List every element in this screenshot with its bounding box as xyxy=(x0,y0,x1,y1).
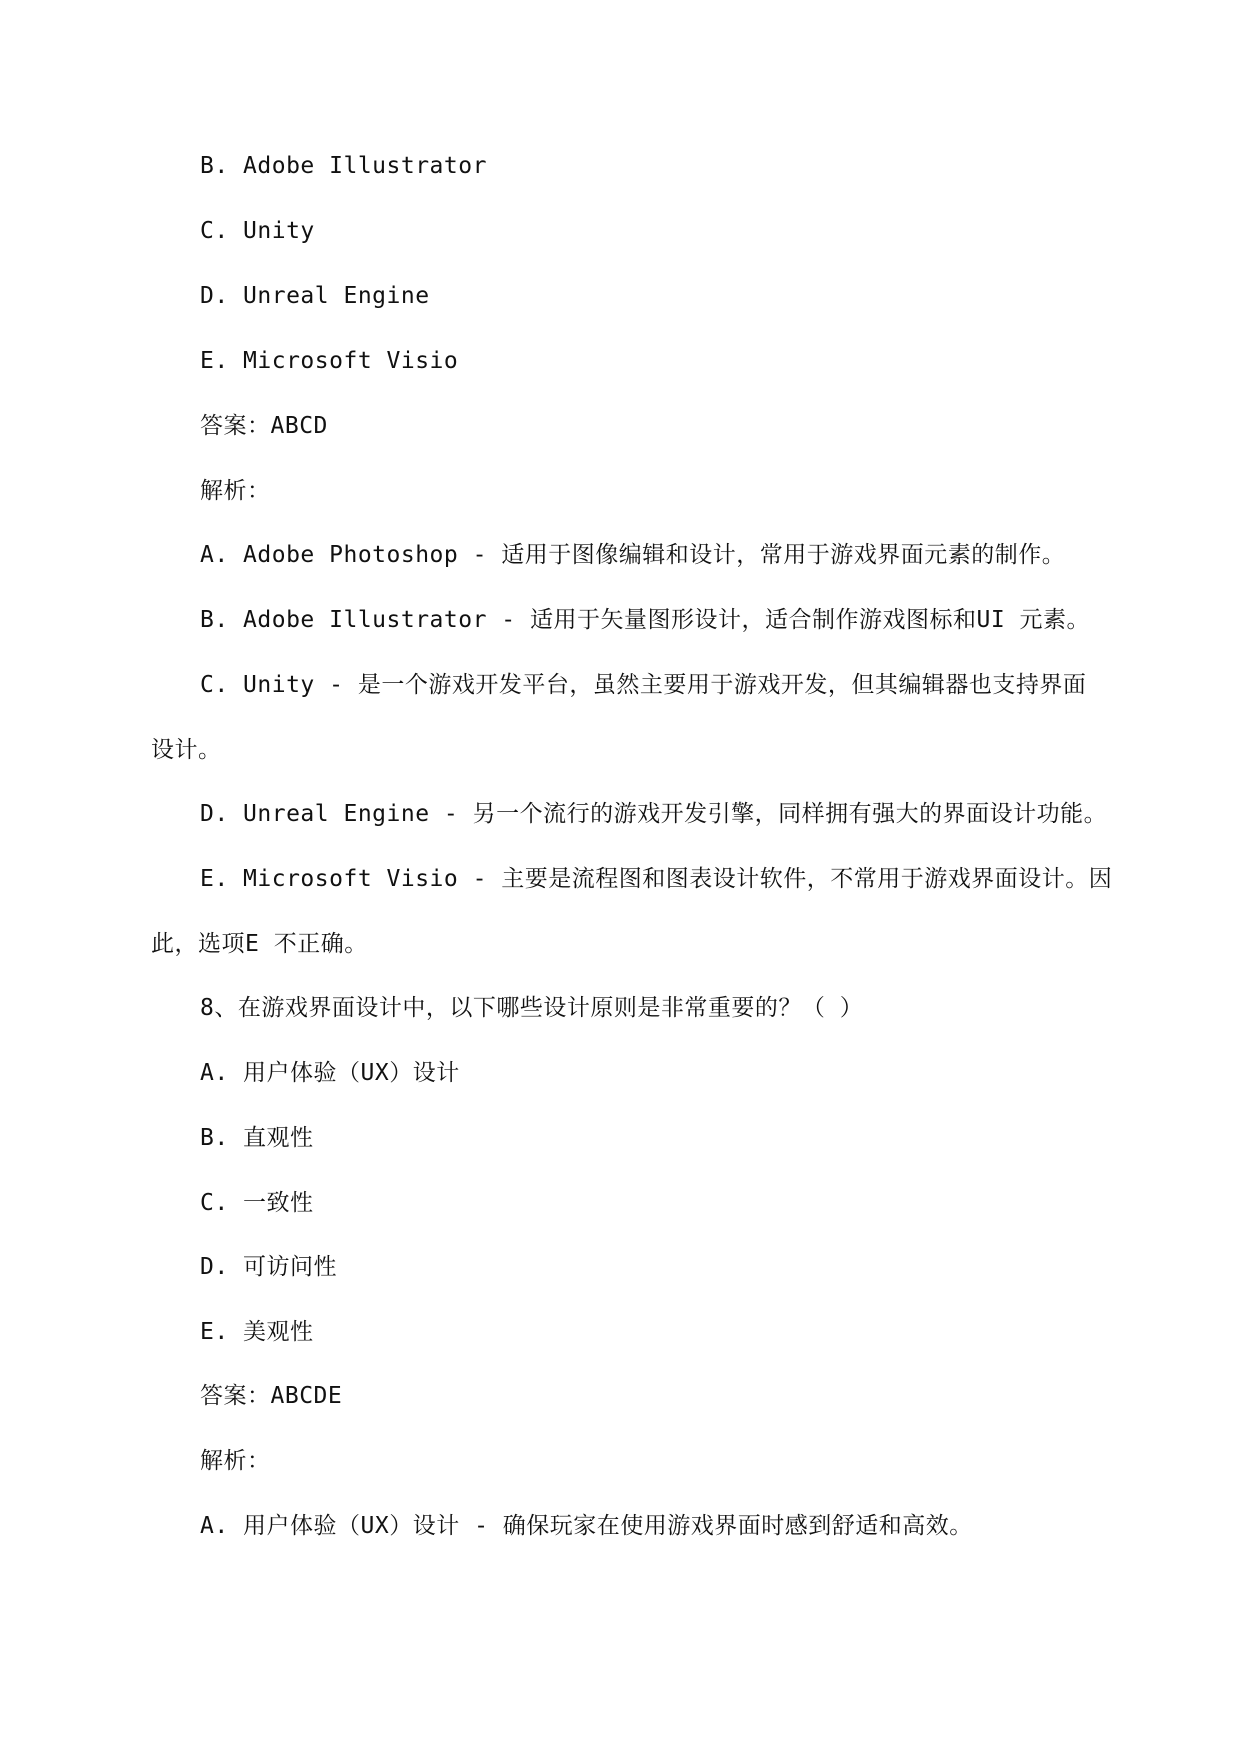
analysis-c-continuation: 设计。 xyxy=(151,737,222,763)
answer-line: 答案：ABCD xyxy=(200,413,328,439)
analysis-d-line: D. Unreal Engine - 另一个流行的游戏开发引擎，同样拥有强大的界面设计功能。 xyxy=(200,801,1108,827)
option-c-line: C. Unity xyxy=(200,218,315,244)
q8-option-b-line: B. 直观性 xyxy=(200,1125,314,1151)
q8-option-e-line: E. 美观性 xyxy=(200,1319,314,1345)
analysis-e-line: E. Microsoft Visio - 主要是流程图和图表设计软件，不常用于游戏界面设计。因 xyxy=(200,866,1113,892)
q8-answer-line: 答案：ABCDE xyxy=(200,1383,343,1409)
q8-analysis-heading: 解析： xyxy=(200,1448,271,1474)
analysis-heading: 解析： xyxy=(200,478,271,504)
option-b-line: B. Adobe Illustrator xyxy=(200,153,487,179)
analysis-b-line: B. Adobe Illustrator - 适用于矢量图形设计，适合制作游戏图标和UI 元素。 xyxy=(200,607,1091,633)
q8-option-a-line: A. 用户体验（UX）设计 xyxy=(200,1060,460,1086)
question-8-line: 8、在游戏界面设计中，以下哪些设计原则是非常重要的？（ ） xyxy=(200,995,864,1021)
q8-option-d-line: D. 可访问性 xyxy=(200,1254,338,1280)
analysis-e-continuation: 此，选项E 不正确。 xyxy=(151,931,368,957)
analysis-a-line: A. Adobe Photoshop - 适用于图像编辑和设计，常用于游戏界面元素的制作。 xyxy=(200,542,1066,568)
analysis-c-line: C. Unity - 是一个游戏开发平台，虽然主要用于游戏开发，但其编辑器也支持界面 xyxy=(200,672,1087,698)
option-e-line: E. Microsoft Visio xyxy=(200,348,459,374)
option-d-line: D. Unreal Engine xyxy=(200,283,430,309)
q8-option-c-line: C. 一致性 xyxy=(200,1190,314,1216)
q8-analysis-a-line: A. 用户体验（UX）设计 - 确保玩家在使用游戏界面时感到舒适和高效。 xyxy=(200,1513,973,1539)
